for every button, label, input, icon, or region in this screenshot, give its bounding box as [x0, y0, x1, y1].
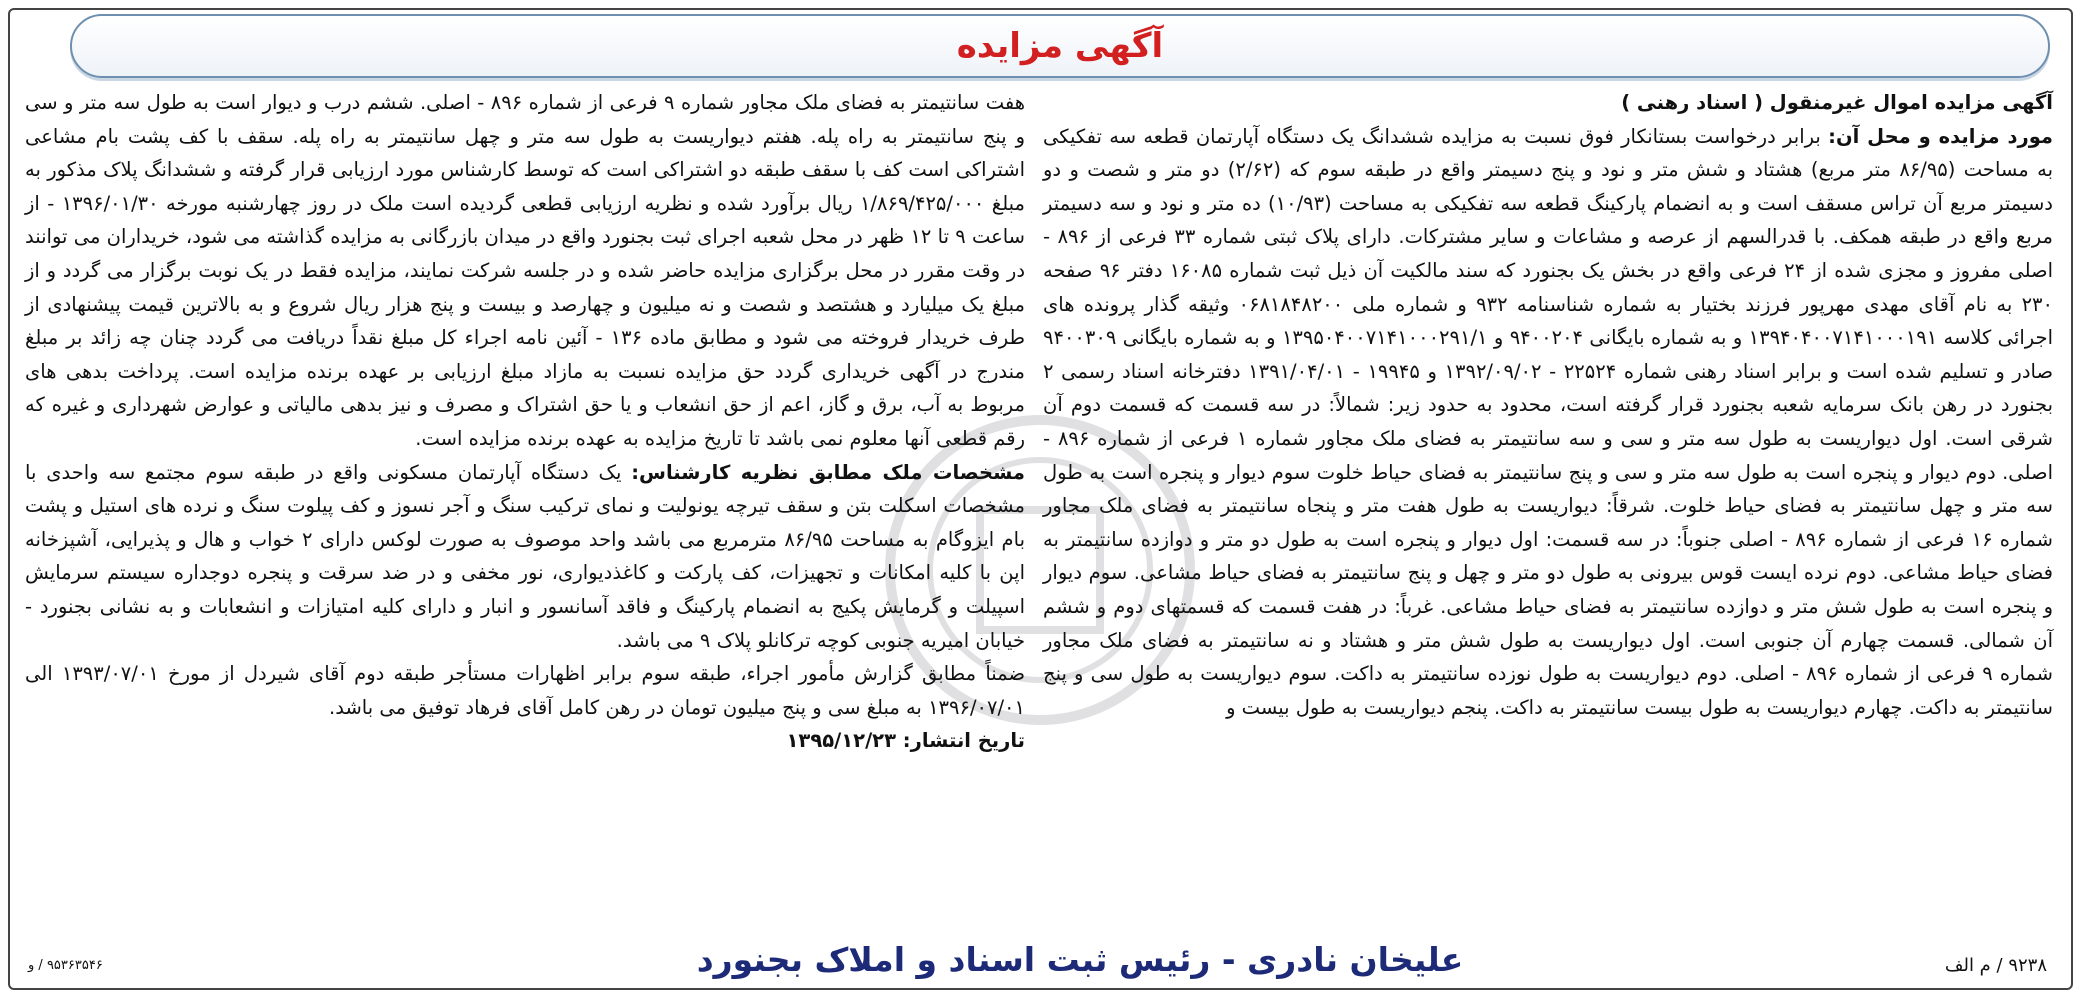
publish-date-line — [25, 724, 1025, 758]
reference-number-right: ۹۲۳۸ / م الف — [1944, 955, 2047, 976]
left-paragraph-1: هفت سانتیمتر به فضای ملک مجاور شماره ۹ فرعی از شماره ۸۹۶ - اصلی. ششم درب و دیوار است به طول سه متر و سی و پنج سانتیمتر به راه پله. هفتم دیواریست به طول سه متر و چهل سانتیمتر به راه پله. سقف با کف پشت بام مشاعی اشتراکی است کف با سقف طبقه دو اشتراکی است که توسط کارشناس مورد ارزیابی قرار گرفته و ششدانگ پلاک مذکور به مبلغ ۱/۸۶۹/۴۲۵/۰۰۰ ریال برآورد شده و نظریه ارزیابی قطعی گردیده است ملک در روز چهارشنبه مورخه ۱۳۹۶/۰۱/۳۰ - از ساعت ۹ تا ۱۲ ظهر در محل شعبه اجرای ثبت بجنورد واقع در میدان بازرگانی به مزایده گذاشته می شود، خریداران می توانند در وقت مقرر در محل برگزاری مزایده حاضر شده و در جلسه شرکت نمایند، مزایده فقط در یک نوبت برگزار می گردد و از مبلغ یک میلیارد و هشتصد و شصت و نه میلیون و چهارصد و بیست و پنج هزار ریال شروع و به بالاترین قیمت پیشنهادی از طرف خریدار فروخته می شود و مطابق ماده ۱۳۶ - آئین نامه اجراء کل مبلغ نقداً دریافت می گردد چنان چه زائد بر مبلغ مندرج در آگهی خریداری گردد حق مزایده نسبت به مازاد مبلغ ارزیابی بر عهده برنده مزایده است. پرداخت بدهی های مربوط به آب، برق و گاز، اعم از حق انشعاب و یا حق اشتراک و مصرف و نیز بدهی مالیاتی و عوارض شهرداری و غیره که رقم قطعی آنها معلوم نمی باشد تا تاریخ مزایده به عهده برنده مزایده است. — [25, 91, 1026, 450]
specs-label: مشخصات ملک مطابق نظریه کارشناس: — [631, 460, 1025, 484]
specs-text: یک دستگاه آپارتمان مسکونی واقع در طبقه سوم مجتمع سه واحدی با مشخصات اسکلت بتن و سقف تیرچه یونولیت و نمای ترکیب سنگ و آجر نسوز و کف پیلوت سنگ و نرده های استیل و پشت بام ایزوگام به مساحت ۸۶/۹۵ مترمربع می باشد واحد موصوف به صورت لوکس دارای ۲ خواب و هال و پذیرایی، آشپزخانه اپن با کلیه امکانات و تجهیزات، کف پارکت و کاغذدیواری، نور مخفی و در ضد سرقت و پنجره دوجداره سیستم سرمایش اسپیلت و گرمایش پکیج به انضمام پارکینگ و فاقد آسانسور و انبار و دارای کلیه امتیازات و انشعابات و به نشانی بجنورد - خیابان امیریه جنوبی کوچه ترکانلو پلاک ۹ می باشد. — [25, 460, 1026, 652]
left-column — [25, 86, 1025, 758]
right-column — [1043, 86, 2053, 724]
title-banner — [70, 14, 2050, 78]
publish-date-label: تاریخ انتشار: — [902, 729, 1025, 753]
page-title: آگهی مزایده — [956, 26, 1164, 66]
right-body-text: برابر درخواست بستانکار فوق نسبت به مزایده ششدانگ یک دستگاه آپارتمان قطعه سه تفکیکی به مساحت (۸۶/۹۵ متر مربع) هشتاد و شش متر و نود و پنج دسیمتر واقع در طبقه سوم که (۲/۶۲) دو متر و شصت و دو دسیمتر مربع آن تراس مسقف است و به انضمام پارکینگ قطعه سه تفکیکی به مساحت (۱۰/۹۳) ده متر و نود و سه دسیمتر مربع واقع در طبقه همکف. با قدرالسهم از عرصه و مشاعات و سایر مشترکات. دارای پلاک ثبتی شماره ۳۳ فرعی از ۸۹۶ - اصلی مفروز و مجزی شده از ۲۴ فرعی واقع در بخش یک بجنورد که سند مالکیت آن ذیل ثبت شماره ۱۶۰۸۵ دفتر ۹۶ صفحه ۲۳۰ به نام آقای مهدی مهرپور فرزند بختیار به شماره شناسنامه ۹۳۲ و شماره ملی ۰۶۸۱۸۴۸۲۰۰ وثیقه گذار پرونده های اجرائی کلاسه ۱۳۹۴۰۴۰۰۷۱۴۱۰۰۰۱۹۱ و به شماره بایگانی ۹۴۰۰۲۰۴ و ۱۳۹۵۰۴۰۰۷۱۴۱۰۰۰۲۹۱/۱ و به شماره بایگانی ۹۴۰۰۳۰۹ صادر و تسلیم شده است و برابر اسناد رهنی شماره ۲۲۵۲۴ - ۱۳۹۲/۰۹/۰۲ و ۱۹۹۴۵ - ۱۳۹۱/۰۴/۰۱ دفترخانه اسناد رسمی ۲ بجنورد در رهن بانک سرمایه شعبه بجنورد قرار گرفته است، محدود به حدود زیر: شمالاً: در سه قسمت که قسمت دوم آن شرقی است. اول دیواریست به طول سه متر و سی و سه سانتیمتر به فضای ملک مجاور شماره ۱ فرعی از شماره ۸۹۶ - اصلی. دوم دیوار و پنجره است به طول سه متر و سی و پنج سانتیمتر به فضای حیاط خلوت سوم دیوار و پنجره است به طول سه متر و چهل سانتیمتر به فضای حیاط خلوت. شرقاً: دیواریست به طول هفت متر و پنجاه سانتیمتر به فضای ملک مجاور شماره ۱۶ فرعی از شماره ۸۹۶ - اصلی جنوباً: در سه قسمت: اول دیوار و پنجره است به طول دو متر و دوازده سانتیمتر به فضای حیاط مشاعی. دوم نرده ایست قوس بیرونی به طول دو متر و چهل و پنج سانتیمتر به فضای حیاط مشاعی. سوم دیوار و پنجره است به طول شش متر و دوازده سانتیمتر به فضای حیاط مشاعی. غرباً: در هفت قسمت که قسمتهای دوم و ششم آن شمالی. قسمت چهارم آن جنوبی است. اول دیواریست به طول شش متر و هشتاد و نه سانتیمتر به فضای ملک مجاور شماره ۹ فرعی از شماره ۸۹۶ - اصلی. دوم دیواریست به طول نوزده سانتیمتر به داکت. سوم دیواریست به طول سی و پنج سانتیمتر به داکت. چهارم دیواریست به طول بیست سانتیمتر به داکت. پنجم دیواریست به طول بیست و — [1043, 124, 2054, 719]
right-body-paragraph — [1043, 120, 2053, 725]
signature-line: علیخان نادری - رئیس ثبت اسناد و املاک بجنورد — [696, 940, 1464, 979]
advertisement-frame — [8, 8, 2073, 990]
lead-label: مورد مزایده و محل آن: — [1828, 124, 2054, 148]
specs-paragraph — [25, 456, 1025, 658]
left-paragraph-3: ضمناً مطابق گزارش مأمور اجراء، طبقه سوم برابر اظهارات مستأجر طبقه دوم آقای شیردل از مورخ ۱۳۹۳/۰۷/۰۱ الی ۱۳۹۶/۰۷/۰۱ به مبلغ سی و پنج میلیون تومان در رهن کامل آقای فرهاد توفیق می باشد. — [25, 662, 1026, 719]
reference-number-left: ۹۵۳۶۳۵۴۶ / و — [28, 958, 103, 973]
right-heading: آگهی مزایده اموال غیرمنقول ( اسناد رهنی ) — [1621, 91, 2053, 114]
publish-date-value: ۱۳۹۵/۱۲/۲۳ — [786, 729, 896, 753]
